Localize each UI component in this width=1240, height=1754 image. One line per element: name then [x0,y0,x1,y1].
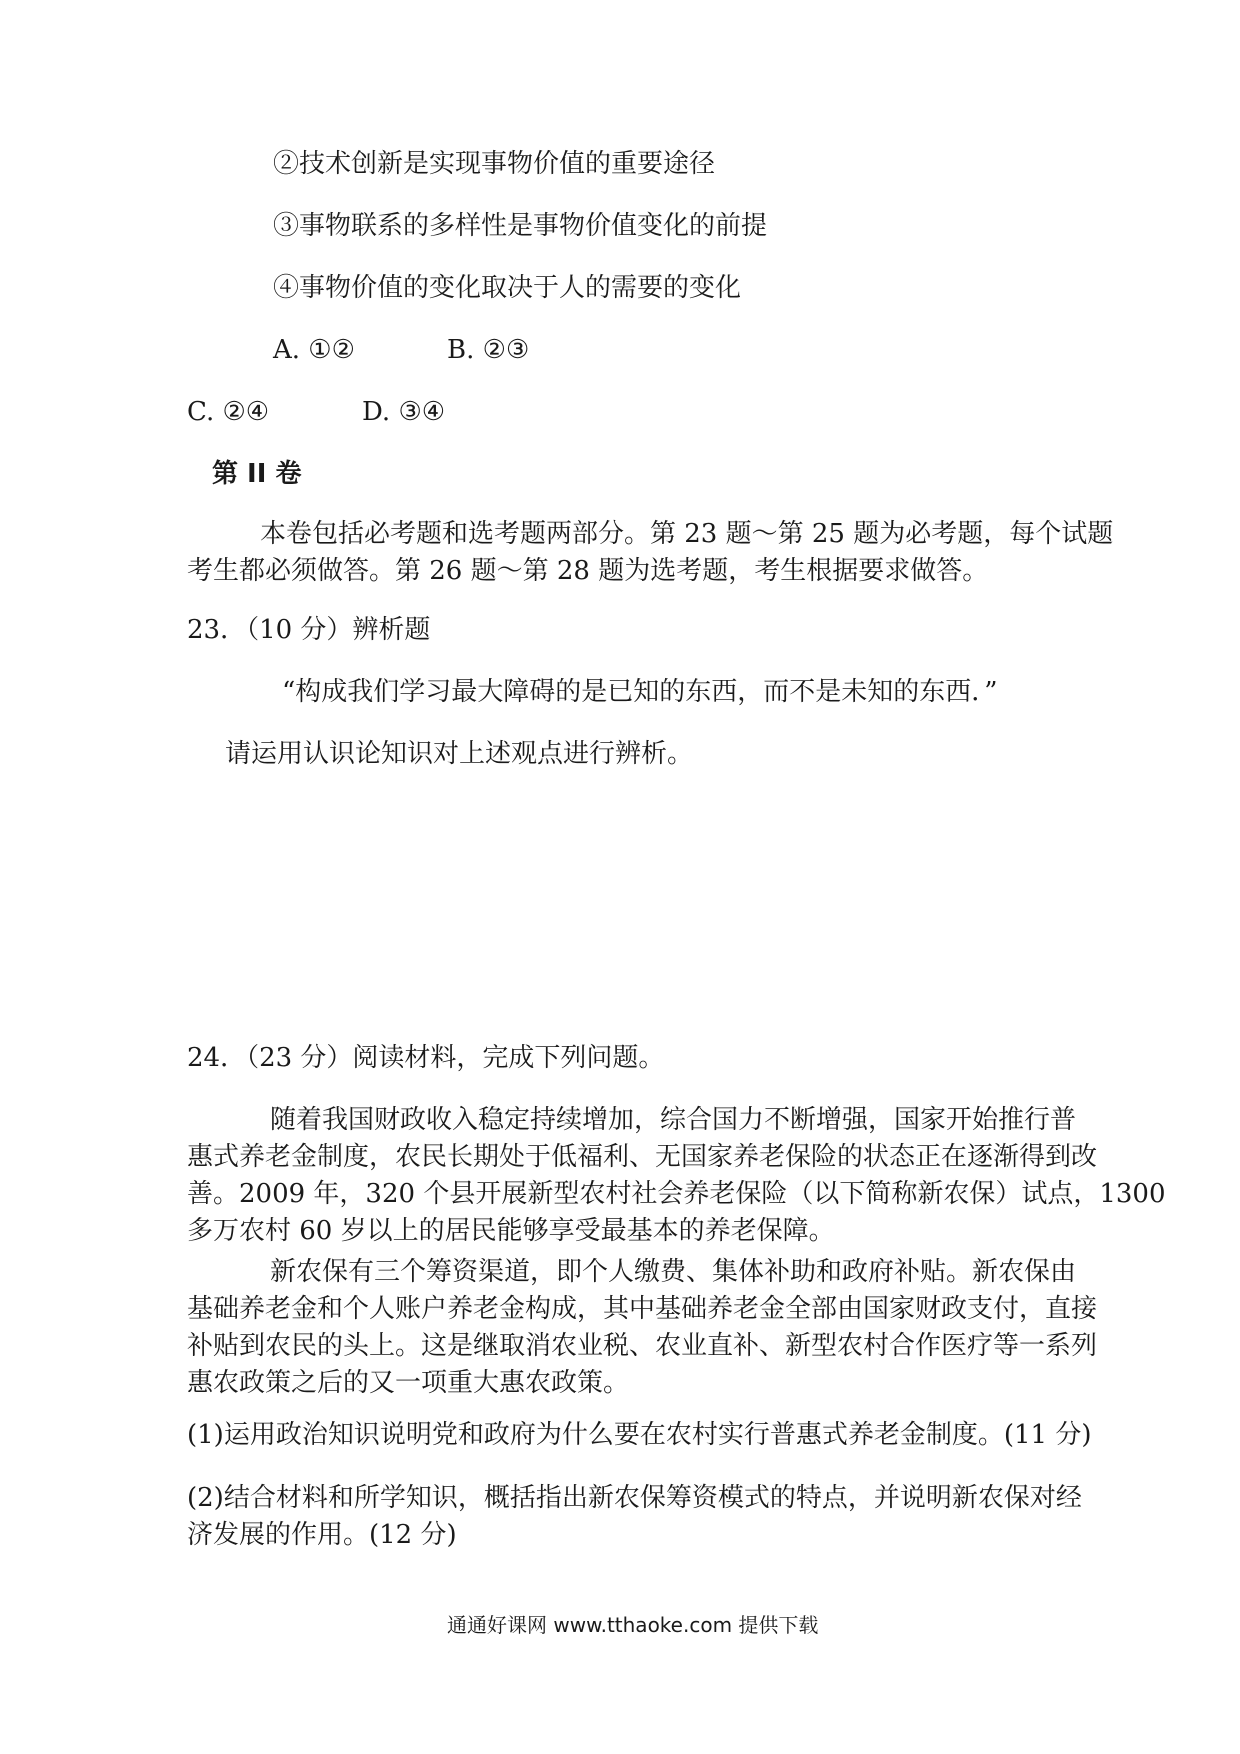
section-intro [187,516,1113,590]
option-d: D. ③④ [362,397,446,427]
question-23-instruction: 请运用认识论知识对上述观点进行辨析。 [225,739,694,769]
question-24-paragraph-2 [187,1254,1097,1402]
sub-question-line: 济发展的作用。(12 分) [187,1520,457,1550]
paragraph-line: 善。2009 年，320 个县开展新型农村社会养老保险（以下简称新农保）试点，1300 [187,1179,1166,1209]
paragraph-line: 补贴到农民的头上。这是继取消农业税、农业直补、新型农村合作医疗等一系列 [187,1331,1098,1361]
section-intro-line: 本卷包括必考题和选考题两部分。第 23 题～第 25 题为必考题，每个试题 [260,519,1114,549]
question-24-sub-2 [187,1480,1082,1554]
section-heading: 第 II 卷 [212,459,302,489]
paragraph-line: 惠式养老金制度，农民长期处于低福利、无国家养老保险的状态正在逐渐得到改 [187,1142,1098,1172]
sub-question-line: (2)结合材料和所学知识，概括指出新农保筹资模式的特点，并说明新农保对经 [187,1483,1082,1513]
statement-4: ④事物价值的变化取决于人的需要的变化 [273,273,742,303]
paragraph-line: 多万农村 60 岁以上的居民能够享受最基本的养老保障。 [187,1216,835,1246]
statement-2: ②技术创新是实现事物价值的重要途径 [273,149,716,179]
option-a: A. ①② [273,335,355,365]
question-23-title: 23．（10 分）辨析题 [187,615,431,645]
question-23-quote: “构成我们学习最大障碍的是已知的东西，而不是未知的东西．” [282,677,998,707]
footer-text: 通通好课网 www.tthaoke.com 提供下载 [447,1613,819,1637]
option-c: C. ②④ [187,397,270,427]
paragraph-line: 基础养老金和个人账户养老金构成，其中基础养老金全部由国家财政支付，直接 [187,1294,1098,1324]
question-24-paragraph-1 [187,1102,1166,1250]
paragraph-line: 惠农政策之后的又一项重大惠农政策。 [187,1368,630,1398]
option-b: B. ②③ [447,335,530,365]
question-24-title: 24．（23 分）阅读材料，完成下列问题。 [187,1043,665,1073]
paragraph-line: 新农保有三个筹资渠道，即个人缴费、集体补助和政府补贴。新农保由 [270,1257,1077,1287]
statement-3: ③事物联系的多样性是事物价值变化的前提 [273,211,768,241]
question-24-sub-1: (1)运用政治知识说明党和政府为什么要在农村实行普惠式养老金制度。(11 分) [187,1420,1092,1450]
section-intro-line: 考生都必须做答。第 26 题～第 28 题为选考题，考生根据要求做答。 [187,556,989,586]
paragraph-line: 随着我国财政收入稳定持续增加，综合国力不断增强，国家开始推行普 [270,1105,1077,1135]
